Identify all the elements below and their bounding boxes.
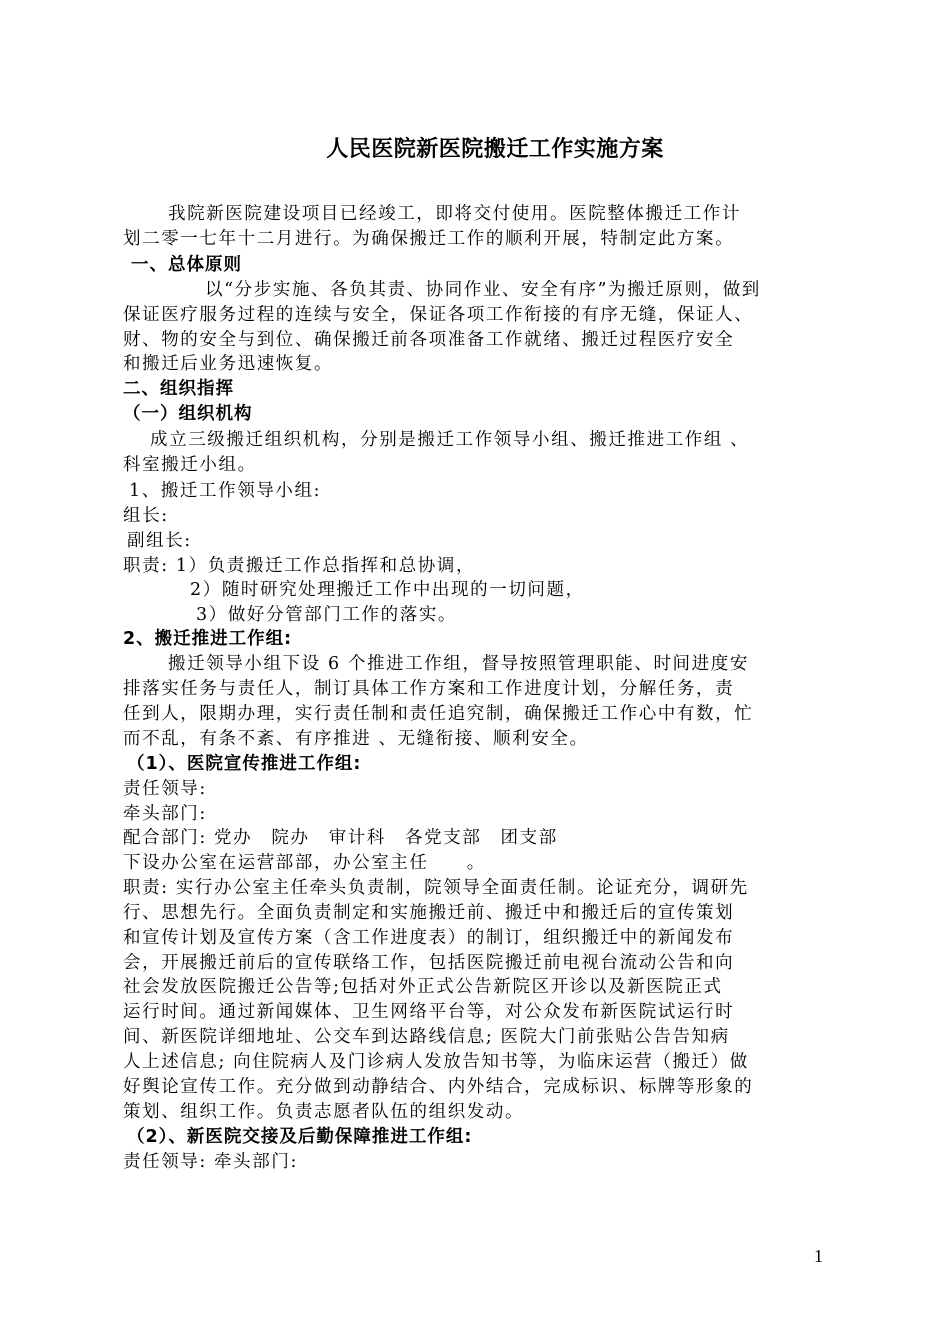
group-heading: （1）、医院宣传推进工作组: — [127, 754, 362, 774]
section-heading: 一、总体原则 — [131, 255, 242, 275]
paragraph-line: 保证医疗服务过程的连续与安全，保证各项工作衔接的有序无缝，保证人、 — [123, 305, 754, 325]
section-heading: 二、组织指挥 — [123, 379, 234, 399]
group-line: 运行时间。通过新闻媒体、卫生网络平台等，对公众发布新医院试运行时 — [123, 1002, 735, 1022]
group-line: 牵头部门: — [123, 804, 207, 824]
item-heading: 2、搬迁推进工作组: — [123, 629, 293, 649]
group-line: 社会发放医院搬迁公告等;包括对外正式公告新院区开诊以及新医院正式 — [123, 977, 723, 997]
group-line: 职责: 实行办公室主任牵头负责制，院领导全面责任制。论证充分，调研先 — [123, 878, 749, 898]
group-line: 配合部门: 党办 院办 审计科 各党支部 团支部 — [123, 828, 558, 848]
leader-label: 组长: — [123, 506, 169, 526]
document-title: 人民医院新医院搬迁工作实施方案 — [326, 137, 664, 162]
paragraph-line: 科室搬迁小组。 — [123, 455, 257, 475]
group-line: 间、新医院详细地址、公交车到达路线信息; 医院大门前张贴公告告知病 — [123, 1027, 730, 1047]
group-line: 策划、组织工作。负责志愿者队伍的组织发动。 — [123, 1102, 525, 1122]
group-line: 责任领导: — [123, 779, 207, 799]
paragraph-line: 排落实任务与责任人，制订具体工作方案和工作进度计划，分解任务，责 — [123, 679, 735, 699]
subsection-heading: （一）组织机构 — [123, 404, 253, 424]
page-number: 1 — [814, 1246, 823, 1266]
group-line: 行、思想先行。全面负责制定和实施搬迁前、搬迁中和搬迁后的宣传策划 — [123, 903, 735, 923]
group-line: 好舆论宣传工作。充分做到动静结合、内外结合，完成标识、标牌等形象的 — [123, 1077, 754, 1097]
vice-leader-label: 副组长: — [127, 531, 192, 551]
group-line: 人上述信息; 向住院病人及门诊病人发放告知书等，为临床运营（搬迁）做 — [123, 1052, 749, 1072]
duty-line: 职责: 1）负责搬迁工作总指挥和总协调， — [123, 556, 476, 576]
group-line: 责任领导: 牵头部门: — [123, 1152, 298, 1172]
paragraph-line: 而不乱，有条不紊、有序推进 、无缝衔接、顺利安全。 — [123, 729, 589, 749]
duty-line: 2）随时研究处理搬迁工作中出现的一切问题， — [190, 580, 585, 600]
group-line: 会，开展搬迁前后的宣传联络工作，包括医院搬迁前电视台流动公告和向 — [123, 953, 735, 973]
intro-line: 划二零一七年十二月进行。为确保搬迁工作的顺利开展，特制定此方案。 — [123, 229, 735, 249]
duty-line: 3）做好分管部门工作的落实。 — [196, 605, 458, 625]
group-heading: （2）、新医院交接及后勤保障推进工作组: — [127, 1127, 473, 1147]
paragraph-line: 以“分步实施、各负其责、协同作业、安全有序”为搬迁原则，做到 — [205, 280, 761, 300]
paragraph-line: 财、物的安全与到位、确保搬迁前各项准备工作就绪、搬迁过程医疗安全 — [123, 330, 735, 350]
paragraph-line: 任到人，限期办理，实行责任制和责任追究制，确保搬迁工作心中有数，忙 — [123, 704, 754, 724]
paragraph-line: 和搬迁后业务迅速恢复。 — [123, 354, 334, 374]
group-line: 下设办公室在运营部部，办公室主任 。 — [123, 853, 486, 873]
intro-line: 我院新医院建设项目已经竣工，即将交付使用。医院整体搬迁工作计 — [168, 204, 741, 224]
group-line: 和宣传计划及宣传方案（含工作进度表）的制订，组织搬迁中的新闻发布 — [123, 928, 735, 948]
item-heading: 1、搬迁工作领导小组: — [129, 481, 322, 501]
paragraph-line: 搬迁领导小组下设 6 个推进工作组，督导按照管理职能、时间进度安 — [168, 654, 749, 674]
paragraph-line: 成立三级搬迁组织机构，分别是搬迁工作领导小组、搬迁推进工作组 、 — [150, 430, 750, 450]
